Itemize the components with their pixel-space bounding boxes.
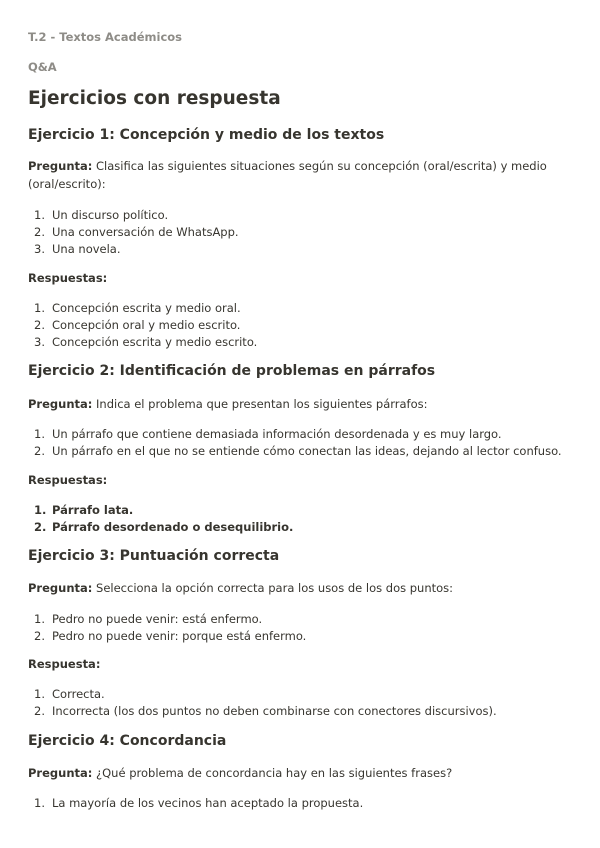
exercise-4-items	[28, 795, 363, 812]
exercise-3-heading: Ejercicio 3: Puntuación correcta	[28, 548, 280, 564]
list-item-text: La mayoría de los vecinos han aceptado la propuesta.	[52, 796, 364, 810]
page-title: Ejercicios con respuesta	[28, 88, 281, 109]
list-item-text: Concepción oral y medio escrito.	[52, 318, 241, 332]
list-number: 3.	[34, 335, 45, 349]
question-text: Clasifica las siguientes situaciones según su concepción (oral/escrita) y medio (oral/escrito):	[28, 159, 547, 191]
exercise-2-answers-label: Respuestas:	[28, 473, 108, 487]
list-item	[28, 224, 239, 241]
exercise-2-items	[28, 426, 562, 460]
question-label: Pregunta:	[28, 397, 93, 411]
question-label: Pregunta:	[28, 581, 93, 595]
list-number: 1.	[34, 427, 45, 441]
list-item	[28, 443, 562, 460]
exercise-3-answers	[28, 686, 497, 720]
question-label: Pregunta:	[28, 159, 93, 173]
exercise-3-question	[28, 580, 568, 598]
breadcrumb[interactable]: T.2 - Textos Académicos	[28, 30, 183, 44]
list-item	[28, 426, 562, 443]
list-number: 3.	[34, 242, 45, 256]
list-number: 1.	[34, 208, 45, 222]
list-item	[28, 502, 293, 519]
question-label: Pregunta:	[28, 766, 93, 780]
list-item-text: Una novela.	[52, 242, 121, 256]
exercise-2-question	[28, 396, 568, 414]
list-number: 1.	[34, 503, 47, 517]
list-item	[28, 795, 363, 812]
list-item-text: Correcta.	[52, 687, 105, 701]
list-item	[28, 686, 497, 703]
exercise-1-answers	[28, 300, 257, 351]
list-item	[28, 300, 257, 317]
exercise-3-answers-label: Respuesta:	[28, 657, 101, 671]
list-number: 1.	[34, 612, 45, 626]
list-item-text: Un párrafo en el que no se entiende cómo conectan las ideas, dejando al lector confuso.	[52, 444, 562, 458]
list-item	[28, 611, 306, 628]
exercise-1-question	[28, 158, 568, 193]
exercise-2-heading: Ejercicio 2: Identificación de problemas en párrafos	[28, 363, 436, 379]
question-text: Selecciona la opción correcta para los usos de los dos puntos:	[96, 581, 454, 595]
list-number: 2.	[34, 444, 45, 458]
exercise-4-question	[28, 765, 568, 783]
list-item-text: Pedro no puede venir: porque está enfermo.	[52, 629, 307, 643]
list-item	[28, 241, 239, 258]
exercise-1-answers-label: Respuestas:	[28, 271, 108, 285]
list-item-text: Párrafo lata.	[52, 503, 134, 517]
exercise-1-items	[28, 207, 239, 258]
list-item-text: Un párrafo que contiene demasiada información desordenada y es muy largo.	[52, 427, 502, 441]
list-number: 1.	[34, 301, 45, 315]
list-number: 2.	[34, 520, 47, 534]
list-number: 1.	[34, 687, 45, 701]
list-item-text: Pedro no puede venir: está enfermo.	[52, 612, 263, 626]
list-number: 1.	[34, 796, 45, 810]
list-item	[28, 334, 257, 351]
list-item	[28, 628, 306, 645]
list-number: 2.	[34, 629, 45, 643]
list-number: 2.	[34, 225, 45, 239]
category-tag: Q&A	[28, 60, 57, 74]
list-item	[28, 519, 293, 536]
list-item-text: Concepción escrita y medio oral.	[52, 301, 241, 315]
list-item	[28, 207, 239, 224]
list-number: 2.	[34, 318, 45, 332]
list-item	[28, 703, 497, 720]
list-item-text: Una conversación de WhatsApp.	[52, 225, 239, 239]
exercise-2-answers	[28, 502, 293, 536]
list-item-text: Concepción escrita y medio escrito.	[52, 335, 258, 349]
list-item	[28, 317, 257, 334]
exercise-3-items	[28, 611, 306, 645]
exercise-1-heading: Ejercicio 1: Concepción y medio de los textos	[28, 127, 385, 143]
question-text: ¿Qué problema de concordancia hay en las siguientes frases?	[96, 766, 453, 780]
list-number: 2.	[34, 704, 45, 718]
list-item-text: Incorrecta (los dos puntos no deben combinarse con conectores discursivos).	[52, 704, 497, 718]
exercise-4-heading: Ejercicio 4: Concordancia	[28, 733, 227, 749]
question-text: Indica el problema que presentan los siguientes párrafos:	[96, 397, 428, 411]
list-item-text: Un discurso político.	[52, 208, 169, 222]
list-item-text: Párrafo desordenado o desequilibrio.	[52, 520, 294, 534]
